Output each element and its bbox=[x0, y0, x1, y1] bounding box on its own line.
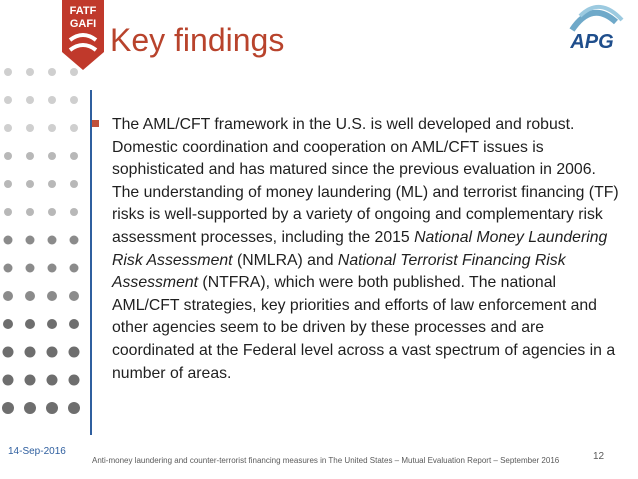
page-number: 12 bbox=[593, 451, 605, 462]
slide-title: Key findings bbox=[110, 22, 285, 58]
dot-pattern-decoration bbox=[0, 60, 90, 440]
bullet-marker-icon bbox=[92, 120, 99, 127]
apg-logo bbox=[552, 2, 632, 64]
body-text-italic: National Money Laundering Risk Assessment bbox=[112, 228, 608, 269]
body-text-part: The AML/CFT framework in the U.S. is well developed and robust. Domestic coordination and cooperation on AML/CFT issues is sophisticated and has matured since the previous evaluation in 2006. The understanding of money laundering (ML) and terrorist financing (TF) risks is well-supported by a variety of ongoing and complementary risk assessment processes, including the 2015 bbox=[112, 116, 619, 246]
body-text-part: (NMLRA) and bbox=[232, 251, 338, 269]
footer-date: 14-Sep-2016 bbox=[8, 446, 66, 457]
fatf-gafi-logo bbox=[62, 0, 104, 70]
bullet-item bbox=[112, 114, 622, 385]
apg-logo-text: APG bbox=[570, 31, 614, 53]
footer-citation: Anti-money laundering and counter-terrorist financing measures in The United States – Mutual Evaluation Report – September 2016 bbox=[92, 456, 560, 465]
body-text-part: (NTFRA), which were both published. The national AML/CFT strategies, key priorities and efforts of law enforcement and other agencies seem to be driven by these processes and are coordinated at the Federal level across a vast spectrum of agencies in a number of areas. bbox=[112, 274, 616, 382]
body-text-italic: National Terrorist Financing Risk Assessment bbox=[112, 251, 566, 292]
vertical-divider bbox=[90, 90, 92, 435]
gafi-logo-text: GAFI bbox=[69, 18, 97, 30]
fatf-logo-text: FATF bbox=[69, 5, 97, 17]
